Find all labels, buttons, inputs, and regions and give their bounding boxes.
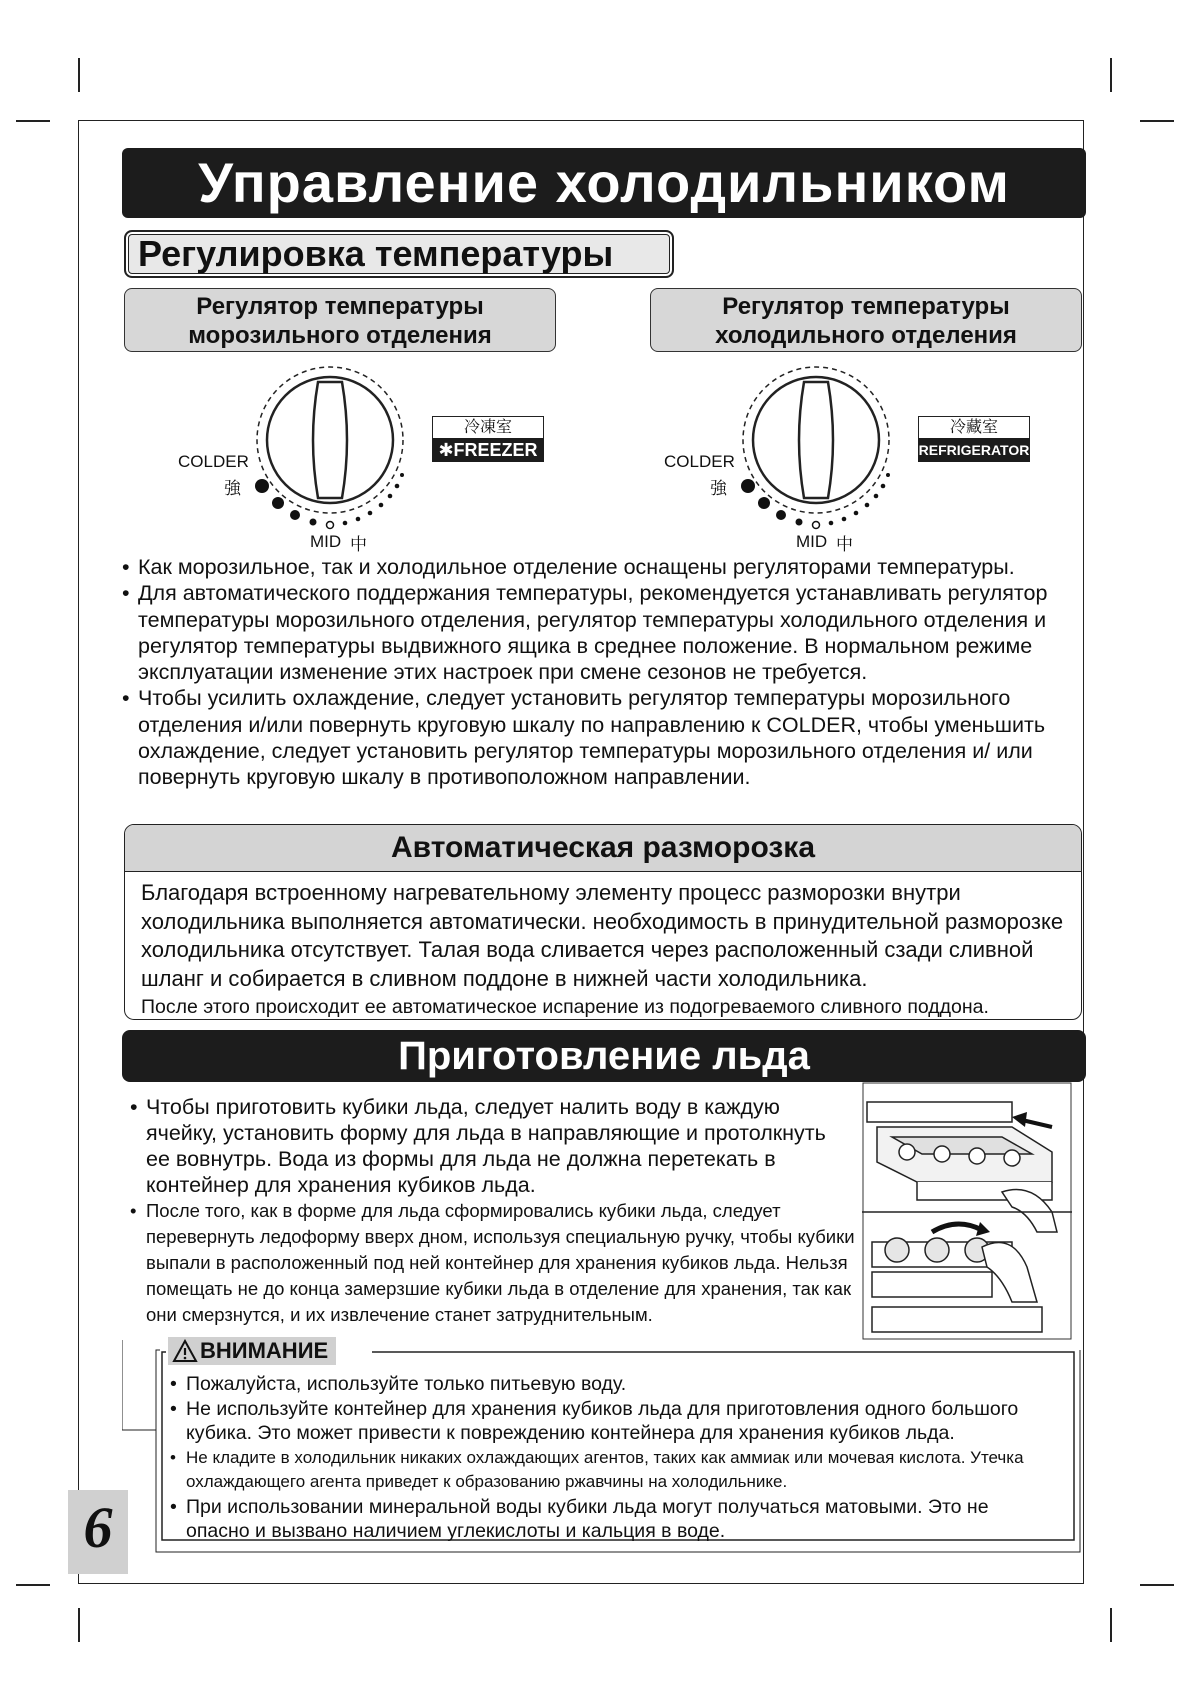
fridge-badge-cn: 冷藏室	[918, 416, 1030, 438]
ice-instructions	[130, 1094, 860, 1328]
auto-defrost-box	[124, 824, 1082, 1020]
heading-line: холодильного отделения	[715, 322, 1017, 349]
mid-label: MID	[310, 532, 342, 551]
list-item: • Чтобы приготовить кубики льда, следует налить воду в каждую ячейку, установить форму для льда в направляющие и протолкнуть ее вовнутрь. Вода из формы для льда не должна перетекать в контейнер для хранения кубиков льда.	[130, 1094, 860, 1198]
colder-cn-label: 強	[224, 479, 241, 498]
list-item: • Как морозильное, так и холодильное отделение оснащены регуляторами температуры.	[122, 554, 1092, 580]
list-item: • После того, как в форме для льда сформировались кубики льда, следует перевернуть ледоформу вверх дном, используя специальную ручку, чтобы кубики выпали в расположенный под ней контейнер для хранения кубиков льда. Нельзя помещать не до конца замерзшие кубики льда в отделение для хранения, так как они смерзнутся, и их извлечение станет затруднительным.	[130, 1198, 860, 1328]
warning-list	[170, 1372, 1080, 1544]
colder-label: COLDER	[664, 452, 735, 471]
fridge-dial-heading	[650, 288, 1082, 352]
ice-tray-illustration	[862, 1082, 1072, 1340]
colder-cn-label: 強	[710, 479, 727, 498]
auto-defrost-text	[141, 879, 1071, 1022]
colder-label: COLDER	[178, 452, 249, 471]
section-title: Регулировка температуры	[124, 230, 674, 278]
crop-mark	[1110, 1608, 1112, 1642]
mid-cn-label: 中	[836, 535, 853, 554]
freezer-badge: ✱FREEZER	[432, 438, 544, 462]
heading-line: Регулятор температуры	[196, 293, 484, 320]
fridge-badge: REFRIGERATOR	[918, 438, 1030, 462]
freezer-dial-heading	[124, 288, 556, 352]
auto-defrost-note: После этого происходит ее автоматическое испарение из подогреваемого сливного поддона.	[141, 996, 989, 1018]
crop-mark	[1110, 58, 1112, 92]
warning-title: ВНИМАНИЕ	[168, 1337, 336, 1365]
heading-line: Регулятор температуры	[722, 293, 1010, 320]
crop-mark	[78, 1608, 80, 1642]
freezer-dial	[170, 360, 570, 554]
page-number: 6	[83, 1495, 113, 1560]
list-item: • Для автоматического поддержания температуры, рекомендуется устанавливать регулятор температуры морозильного отделения, регулятор температуры холодильного отделения и регулятор температуры выдвижного ящика в среднее положение. В нормальном режиме эксплуатации изменение этих настроек при смене сезонов не требуется.	[122, 580, 1098, 685]
ice-section-title: Приготовление льда	[122, 1030, 1086, 1082]
list-item: • Не используйте контейнер для хранения кубиков льда для приготовления одного большого кубика. Это может привести к повреждению контейнера для хранения кубиков льда.	[170, 1397, 1080, 1446]
heading-line: морозильного отделения	[188, 322, 492, 349]
freezer-badge-cn: 冷凍室	[432, 416, 544, 438]
auto-defrost-paragraph: Благодаря встроенному нагревательному элементу процесс разморозки внутри холодильника выполняется автоматически. необходимость в принудительной разморозке холодильника отсутствует. Талая вода сливается через расположенный сзади сливной шланг и собирается в сливном поддоне в нижней части холодильника.	[141, 880, 1064, 991]
warning-icon	[172, 1339, 198, 1363]
crop-mark	[1140, 1584, 1174, 1586]
list-item: • Чтобы усилить охлаждение, следует установить регулятор температуры морозильного отделения и/или повернуть круговую шкалу по направлению к COLDER, чтобы уменьшить охлаждение, следует установить регулятор температуры морозильного отделения и/ или повернуть круговую шкалу в противоположном направлении.	[122, 685, 1092, 790]
mid-cn-label: 中	[350, 535, 367, 554]
crop-mark	[16, 1584, 50, 1586]
mid-label: MID	[796, 532, 828, 551]
crop-mark	[16, 120, 50, 122]
crop-mark	[78, 58, 80, 92]
main-title: Управление холодильником	[122, 148, 1086, 218]
list-item: • При использовании минеральной воды кубики льда могут получаться матовыми. Это не опасно и вызвано наличием углекислоты и кальция в воде.	[170, 1495, 1016, 1544]
fridge-dial	[656, 360, 1056, 554]
list-item: • Не кладите в холодильник никаких охлаждающих агентов, таких как аммиак или мочевая кислота. Утечка охлаждающего агента приведет к образованию ржавчины на холодильнике.	[170, 1446, 1080, 1495]
auto-defrost-title: Автоматическая разморозка	[125, 825, 1081, 872]
crop-mark	[1140, 120, 1174, 122]
list-item: • Пожалуйста, используйте только питьевую воду.	[170, 1372, 1080, 1397]
temperature-bullets	[122, 554, 1092, 791]
